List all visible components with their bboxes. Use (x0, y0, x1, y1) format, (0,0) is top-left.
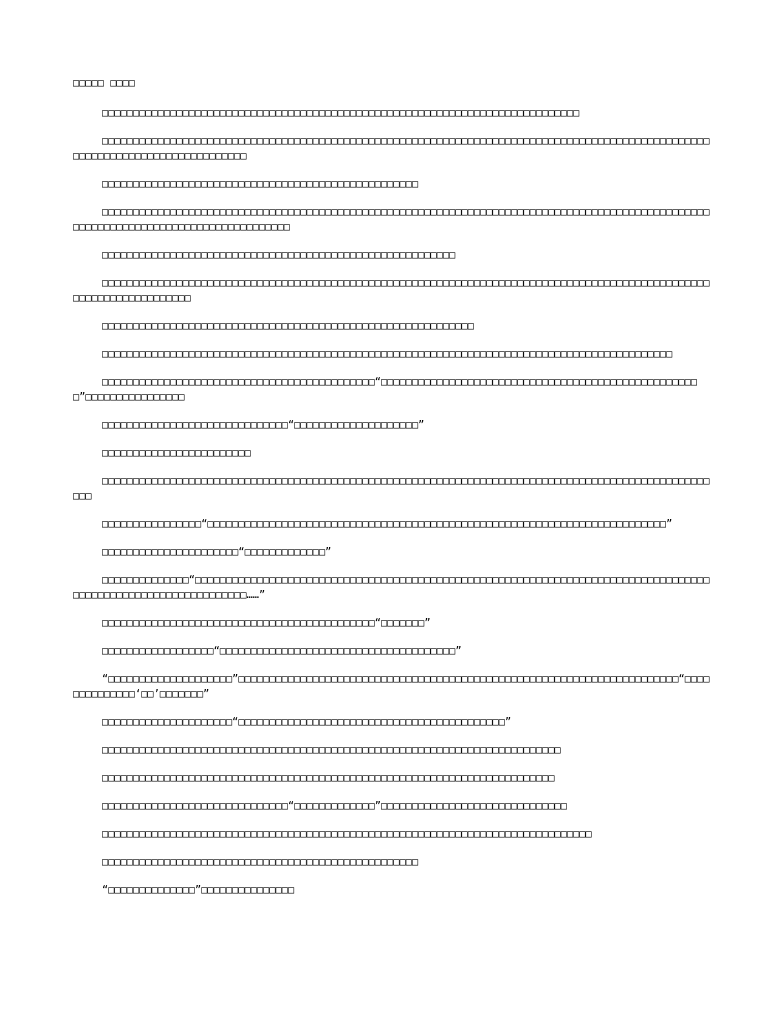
page-heading: □□□□□ □□□□ (73, 77, 135, 89)
paragraph-4: □□□□□□□□□□□□□□□□□□□□□□□□□□□□□□□□□□□□□□□□□□□□□□□□□□□□□□□□□□□□□□□□□□□□□□□□□□□□□□□□□□□□□□□□□□□□□□□□□□□□□□□□□□□□□□□□□□□□□□□□□□□□□□□□□□□□□ (73, 206, 710, 233)
paragraph-17: □□□□□□□□□□□□□□□□□□“□□□□□□□□□□□□□□□□□□□□□□□□□□□□□□□□□□□□□□” (102, 645, 462, 657)
paragraph-13: □□□□□□□□□□□□□□□□“□□□□□□□□□□□□□□□□□□□□□□□□□□□□□□□□□□□□□□□□□□□□□□□□□□□□□□□□□□□□□□□□□□□□□□□□□□” (102, 518, 673, 530)
paragraph-14: □□□□□□□□□□□□□□□□□□□□□□“□□□□□□□□□□□□□” (102, 546, 332, 558)
paragraph-22: □□□□□□□□□□□□□□□□□□□□□□□□□□□□□□“□□□□□□□□□□□□□”□□□□□□□□□□□□□□□□□□□□□□□□□□□□□□ (102, 800, 567, 812)
paragraph-7: □□□□□□□□□□□□□□□□□□□□□□□□□□□□□□□□□□□□□□□□□□□□□□□□□□□□□□□□□□□□ (102, 320, 474, 332)
paragraph-11: □□□□□□□□□□□□□□□□□□□□□□□□ (102, 447, 251, 459)
paragraph-20: □□□□□□□□□□□□□□□□□□□□□□□□□□□□□□□□□□□□□□□□□□□□□□□□□□□□□□□□□□□□□□□□□□□□□□□□□□ (102, 744, 561, 756)
paragraph-15: □□□□□□□□□□□□□□“□□□□□□□□□□□□□□□□□□□□□□□□□□□□□□□□□□□□□□□□□□□□□□□□□□□□□□□□□□□□□□□□□□□□□□□□□□□□□□□□□□□□□□□□□□□□□□□□□□□□□□□□□□□□□□□……” (73, 574, 710, 601)
paragraph-10: □□□□□□□□□□□□□□□□□□□□□□□□□□□□□□“□□□□□□□□□□□□□□□□□□□□” (102, 419, 425, 431)
paragraph-18: “□□□□□□□□□□□□□□□□□□□□”□□□□□□□□□□□□□□□□□□□□□□□□□□□□□□□□□□□□□□□□□□□□□□□□□□□□□□□□□□□□□□□□□□□□□□□“□□□□□□□□□□□□□□‘□□’□□□□□□□” (73, 673, 710, 700)
paragraph-8: □□□□□□□□□□□□□□□□□□□□□□□□□□□□□□□□□□□□□□□□□□□□□□□□□□□□□□□□□□□□□□□□□□□□□□□□□□□□□□□□□□□□□□□□□□□□ (102, 348, 673, 360)
paragraph-3: □□□□□□□□□□□□□□□□□□□□□□□□□□□□□□□□□□□□□□□□□□□□□□□□□□□ (102, 178, 419, 190)
paragraph-24: □□□□□□□□□□□□□□□□□□□□□□□□□□□□□□□□□□□□□□□□□□□□□□□□□□□ (102, 856, 419, 868)
paragraph-12: □□□□□□□□□□□□□□□□□□□□□□□□□□□□□□□□□□□□□□□□□□□□□□□□□□□□□□□□□□□□□□□□□□□□□□□□□□□□□□□□□□□□□□□□□□□□□□□□□□□□□ (73, 475, 710, 502)
paragraph-19: □□□□□□□□□□□□□□□□□□□□□“□□□□□□□□□□□□□□□□□□□□□□□□□□□□□□□□□□□□□□□□□□□” (102, 716, 512, 728)
paragraph-5: □□□□□□□□□□□□□□□□□□□□□□□□□□□□□□□□□□□□□□□□□□□□□□□□□□□□□□□□□ (102, 249, 456, 261)
paragraph-9: □□□□□□□□□□□□□□□□□□□□□□□□□□□□□□□□□□□□□□□□□□□□“□□□□□□□□□□□□□□□□□□□□□□□□□□□□□□□□□□□□□□□□□□□□□□□□□□□□”□□□□□□□□□□□□□□□□ (73, 376, 698, 403)
paragraph-6: □□□□□□□□□□□□□□□□□□□□□□□□□□□□□□□□□□□□□□□□□□□□□□□□□□□□□□□□□□□□□□□□□□□□□□□□□□□□□□□□□□□□□□□□□□□□□□□□□□□□□□□□□□□□□□□□□□□□□ (73, 277, 710, 304)
paragraph-21: □□□□□□□□□□□□□□□□□□□□□□□□□□□□□□□□□□□□□□□□□□□□□□□□□□□□□□□□□□□□□□□□□□□□□□□□□ (102, 772, 555, 784)
paragraph-1: □□□□□□□□□□□□□□□□□□□□□□□□□□□□□□□□□□□□□□□□□□□□□□□□□□□□□□□□□□□□□□□□□□□□□□□□□□□□□ (102, 107, 580, 119)
document-page (73, 76, 713, 898)
paragraph-25: “□□□□□□□□□□□□□□”□□□□□□□□□□□□□□□ (102, 884, 295, 896)
paragraph-23: □□□□□□□□□□□□□□□□□□□□□□□□□□□□□□□□□□□□□□□□□□□□□□□□□□□□□□□□□□□□□□□□□□□□□□□□□□□□□□□ (102, 828, 592, 840)
paragraph-2: □□□□□□□□□□□□□□□□□□□□□□□□□□□□□□□□□□□□□□□□□□□□□□□□□□□□□□□□□□□□□□□□□□□□□□□□□□□□□□□□□□□□□□□□□□□□□□□□□□□□□□□□□□□□□□□□□□□□□□□□□□□□□□ (73, 135, 710, 162)
paragraph-16: □□□□□□□□□□□□□□□□□□□□□□□□□□□□□□□□□□□□□□□□□□□□“□□□□□□□” (102, 617, 431, 629)
